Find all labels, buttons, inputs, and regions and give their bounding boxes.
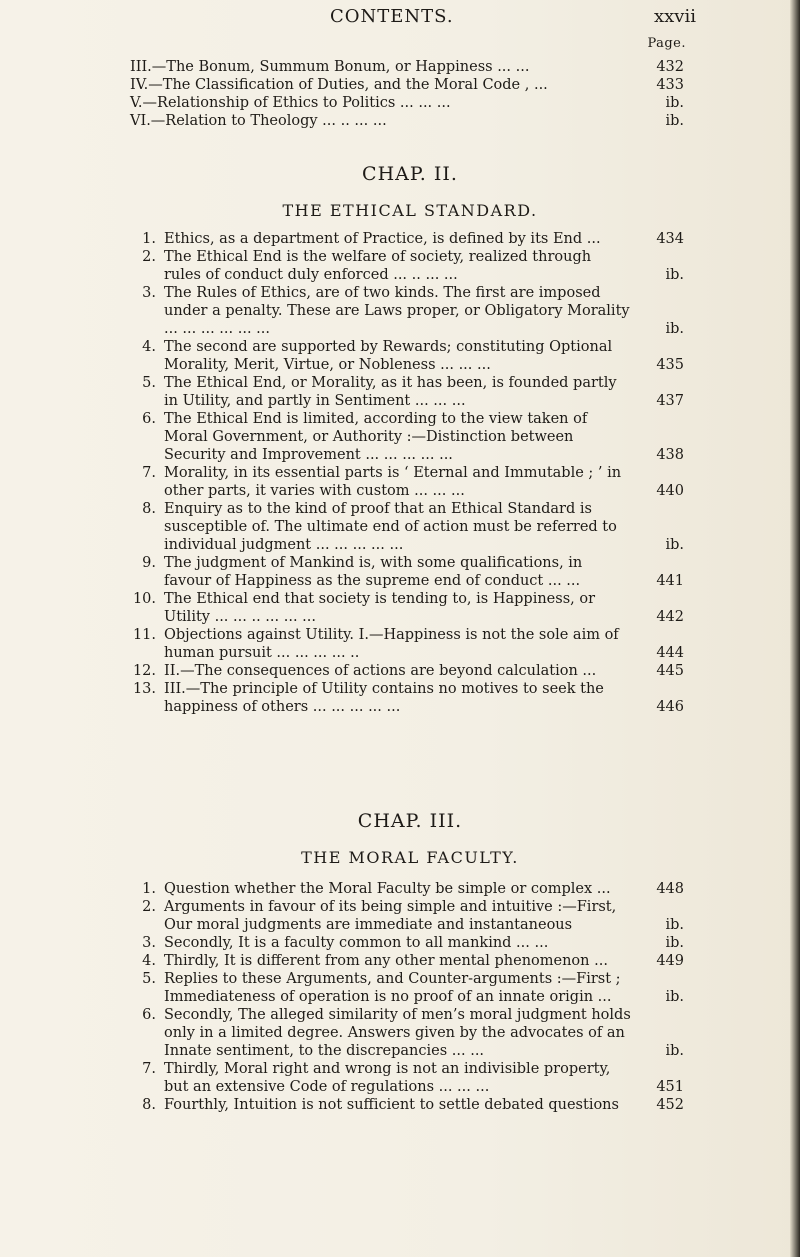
toc-entry: 12. II.—The consequences of actions are beyond calculation ... 445 <box>132 663 684 679</box>
chapter-title: THE MORAL FACULTY. <box>301 848 519 867</box>
entry-page: 437 <box>656 393 684 409</box>
toc-entry: 2. The Ethical End is the welfare of society, realized through rules of conduct duly enforced ... .. ... ... ib. <box>142 249 684 283</box>
toc-entry: 5. The Ethical End, or Morality, as it has been, is founded partly in Utility, and partly in Sentiment ... ... ... 437 <box>142 375 684 409</box>
toc-entry: 6. The Ethical End is limited, according to the view taken of Moral Government, or Authority :—Distinction between Security and Improvement ... ... ... ... ... 438 <box>142 411 684 463</box>
chapter-title: THE ETHICAL STANDARD. <box>282 201 538 220</box>
chapter2-entries <box>130 230 684 716</box>
entry-page: 442 <box>656 609 684 625</box>
entry-page: ib. <box>665 267 684 283</box>
entry-page: 434 <box>656 231 684 247</box>
toc-entry: 7. Morality, in its essential parts is ‘ Eternal and Immutable ; ’ in other parts, it varies with custom ... ... ... 440 <box>142 465 684 499</box>
toc-entry: 9. The judgment of Mankind is, with some qualifications, in favour of Happiness as the supreme end of conduct ... ... 441 <box>142 555 684 589</box>
toc-entry: IV.—The Classification of Duties, and the Moral Code , ... 433 <box>130 77 684 93</box>
chapter3-entries <box>130 880 684 1114</box>
toc-entry: 8. Fourthly, Intuition is not sufficient to settle debated questions 452 <box>142 1097 684 1113</box>
entry-page: 435 <box>656 357 684 373</box>
running-header <box>130 6 696 36</box>
toc-entry: 3. The Rules of Ethics, are of two kinds. The first are imposed under a penalty. These are Laws proper, or Obligatory Morality ... ... ... ... ... ... ib. <box>142 285 684 337</box>
entry-page: 452 <box>656 1097 684 1113</box>
entry-page: 448 <box>656 881 684 897</box>
toc-entry: 7. Thirdly, Moral right and wrong is not an indivisible property, but an extensive Code of regulations ... ... ... 451 <box>142 1061 684 1095</box>
page-number: xxvii <box>654 6 696 27</box>
entry-page: 441 <box>656 573 684 589</box>
chapter-heading: CHAP. III. <box>357 810 463 832</box>
entry-page: ib. <box>665 95 684 111</box>
toc-entry: 4. The second are supported by Rewards; constituting Optional Morality, Merit, Virtue, or Nobleness ... ... ... 435 <box>142 339 684 373</box>
page-column-label: Page. <box>647 36 686 51</box>
entry-page: ib. <box>665 1043 684 1059</box>
toc-entry: 1. Ethics, as a department of Practice, is defined by its End ... 434 <box>142 231 684 247</box>
toc-entry: 13. III.—The principle of Utility contains no motives to seek the happiness of others ... ... ... ... ... 446 <box>132 681 684 715</box>
toc-entry: 4. Thirdly, It is different from any other mental phenomenon ... 449 <box>142 953 684 969</box>
entry-page: ib. <box>665 321 684 337</box>
page-edge-shadow <box>790 0 800 1257</box>
running-title: CONTENTS. <box>330 6 454 27</box>
entry-page: 449 <box>656 953 684 969</box>
toc-entry: 1. Question whether the Moral Faculty be simple or complex ... 448 <box>142 881 684 897</box>
toc-entry: III.—The Bonum, Summum Bonum, or Happiness ... ... 432 <box>130 59 684 75</box>
entry-page: ib. <box>665 917 684 933</box>
entry-page: ib. <box>665 989 684 1005</box>
entry-page: ib. <box>665 113 684 129</box>
toc-entry: 3. Secondly, It is a faculty common to all mankind ... ... ib. <box>142 935 684 951</box>
chapter-heading: CHAP. II. <box>362 163 458 185</box>
toc-entry: 2. Arguments in favour of its being simple and intuitive :—First, Our moral judgments are immediate and instantaneous ib. <box>142 899 684 933</box>
entry-page: 432 <box>656 59 684 75</box>
toc-entry: VI.—Relation to Theology ... .. ... ... ib. <box>130 113 684 129</box>
entry-page: 444 <box>656 645 684 661</box>
toc-entry: 11. Objections against Utility. I.—Happiness is not the sole aim of human pursuit ... ... ... ... .. 444 <box>132 627 684 661</box>
entry-page: 440 <box>656 483 684 499</box>
entry-page: ib. <box>665 935 684 951</box>
toc-entry: 8. Enquiry as to the kind of proof that an Ethical Standard is susceptible of. The ultimate end of action must be referred to individual judgment ... ... ... ... ... ib. <box>142 501 684 553</box>
toc-entry: V.—Relationship of Ethics to Politics ... ... ... ib. <box>130 95 684 111</box>
entry-page: 438 <box>656 447 684 463</box>
top-entries <box>130 58 684 130</box>
entry-page: 446 <box>656 699 684 715</box>
toc-entry: 10. The Ethical end that society is tending to, is Happiness, or Utility ... ... .. ... ... ... 442 <box>132 591 684 625</box>
entry-page: 445 <box>656 663 684 679</box>
entry-page: 451 <box>656 1079 684 1095</box>
toc-entry: 5. Replies to these Arguments, and Counter-arguments :—First ; Immediateness of operation is no proof of an innate origin ... ib. <box>142 971 684 1005</box>
entry-page: 433 <box>656 77 684 93</box>
entry-page: ib. <box>665 537 684 553</box>
toc-entry: 6. Secondly, The alleged similarity of men’s moral judgment holds only in a limited degree. Answers given by the advocates of an Innate sentiment, to the discrepancies ... ... ib. <box>142 1007 684 1059</box>
